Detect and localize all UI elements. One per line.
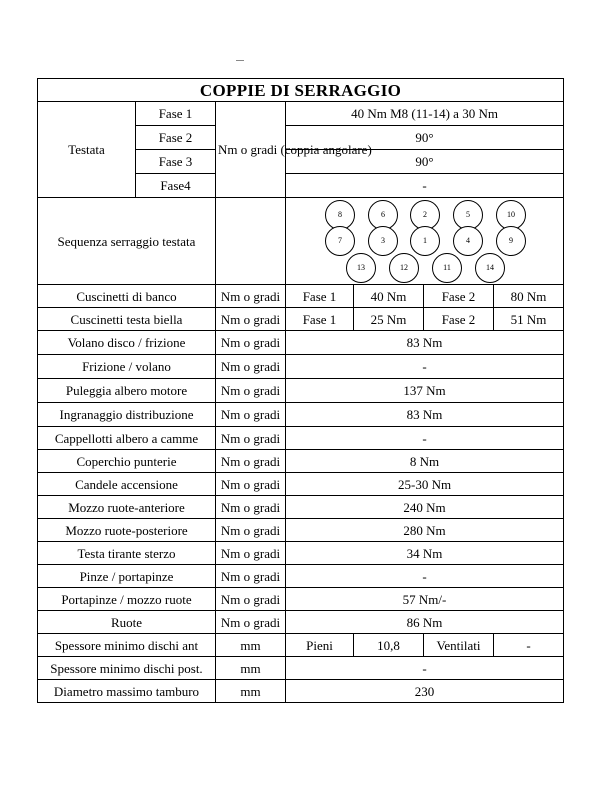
row-unit: mm <box>216 634 286 657</box>
row-label: Cappellotti albero a camme <box>38 427 216 450</box>
bolt-circle: 8 <box>325 200 355 230</box>
row-label: Coperchio punterie <box>38 450 216 473</box>
row-label: Spessore minimo dischi post. <box>38 657 216 680</box>
bolt-circle: 13 <box>346 253 376 283</box>
row-label: Volano disco / frizione <box>38 331 216 355</box>
bolt-sequence-diagram <box>286 198 564 285</box>
testata-phase-3: Fase 3 <box>136 150 216 174</box>
row-unit: Nm o gradi <box>216 285 286 308</box>
page-mark <box>236 60 244 61</box>
row-label: Frizione / volano <box>38 355 216 379</box>
bolt-circle: 1 <box>410 226 440 256</box>
row-unit: Nm o gradi <box>216 565 286 588</box>
bolt-circle: 14 <box>475 253 505 283</box>
row-label: Cuscinetti testa biella <box>38 308 216 331</box>
disc-type-solid: Pieni <box>286 634 354 657</box>
testata-phase-2: Fase 2 <box>136 126 216 150</box>
bolt-circle: 4 <box>453 226 483 256</box>
testata-phase-4: Fase4 <box>136 174 216 198</box>
bolt-circle: 2 <box>410 200 440 230</box>
testata-phase-1: Fase 1 <box>136 102 216 126</box>
row-unit: mm <box>216 657 286 680</box>
bolt-circle: 6 <box>368 200 398 230</box>
row-label: Diametro massimo tamburo <box>38 680 216 703</box>
bearing-phase-2: Fase 2 <box>424 308 494 331</box>
row-unit: Nm o gradi <box>216 519 286 542</box>
row-value: - <box>286 427 564 450</box>
row-unit: Nm o gradi <box>216 588 286 611</box>
testata-label: Testata <box>38 102 136 198</box>
disc-type-vented: Ventilati <box>424 634 494 657</box>
row-label: Spessore minimo dischi ant <box>38 634 216 657</box>
sequence-label: Sequenza serraggio testata <box>38 198 216 285</box>
row-label: Cuscinetti di banco <box>38 285 216 308</box>
row-value: 137 Nm <box>286 379 564 403</box>
disc-value-vented: - <box>494 634 564 657</box>
bolt-circle: 10 <box>496 200 526 230</box>
row-unit: mm <box>216 680 286 703</box>
row-label: Ingranaggio distribuzione <box>38 403 216 427</box>
row-value: - <box>286 355 564 379</box>
bearing-phase-1: Fase 1 <box>286 308 354 331</box>
row-value: 34 Nm <box>286 542 564 565</box>
bolt-circle: 11 <box>432 253 462 283</box>
row-value: 8 Nm <box>286 450 564 473</box>
testata-unit: Nm o gradi (coppia angolare) <box>216 102 286 198</box>
testata-value-1: 40 Nm M8 (11-14) a 30 Nm <box>286 102 564 126</box>
row-label: Mozzo ruote-posteriore <box>38 519 216 542</box>
row-unit: Nm o gradi <box>216 427 286 450</box>
row-label: Mozzo ruote-anteriore <box>38 496 216 519</box>
row-value: - <box>286 657 564 680</box>
row-unit: Nm o gradi <box>216 355 286 379</box>
row-label: Pinze / portapinze <box>38 565 216 588</box>
row-label: Ruote <box>38 611 216 634</box>
row-unit: Nm o gradi <box>216 403 286 427</box>
row-value: 240 Nm <box>286 496 564 519</box>
bolt-circle: 3 <box>368 226 398 256</box>
row-unit: Nm o gradi <box>216 379 286 403</box>
bolt-circle: 7 <box>325 226 355 256</box>
row-unit: Nm o gradi <box>216 542 286 565</box>
bearing-value-1: 40 Nm <box>354 285 424 308</box>
testata-value-2: 90° <box>286 126 564 150</box>
bearing-phase-2: Fase 2 <box>424 285 494 308</box>
bolt-circle: 12 <box>389 253 419 283</box>
bolt-circle: 9 <box>496 226 526 256</box>
row-value: 280 Nm <box>286 519 564 542</box>
row-value: 25-30 Nm <box>286 473 564 496</box>
bolt-circle: 5 <box>453 200 483 230</box>
bearing-value-2: 80 Nm <box>494 285 564 308</box>
row-label: Portapinze / mozzo ruote <box>38 588 216 611</box>
row-value: 86 Nm <box>286 611 564 634</box>
row-value: 57 Nm/- <box>286 588 564 611</box>
row-value: - <box>286 565 564 588</box>
bearing-value-2: 51 Nm <box>494 308 564 331</box>
row-unit: Nm o gradi <box>216 611 286 634</box>
row-value: 83 Nm <box>286 403 564 427</box>
row-label: Candele accensione <box>38 473 216 496</box>
testata-value-4: - <box>286 174 564 198</box>
row-value: 83 Nm <box>286 331 564 355</box>
row-unit: Nm o gradi <box>216 450 286 473</box>
row-unit: Nm o gradi <box>216 308 286 331</box>
row-value: 230 <box>286 680 564 703</box>
torque-table <box>37 78 564 703</box>
bearing-phase-1: Fase 1 <box>286 285 354 308</box>
row-unit: Nm o gradi <box>216 331 286 355</box>
table-title: COPPIE DI SERRAGGIO <box>38 79 564 102</box>
row-unit: Nm o gradi <box>216 496 286 519</box>
bearing-value-1: 25 Nm <box>354 308 424 331</box>
disc-value-solid: 10,8 <box>354 634 424 657</box>
row-label: Testa tirante sterzo <box>38 542 216 565</box>
testata-value-3: 90° <box>286 150 564 174</box>
row-unit: Nm o gradi <box>216 473 286 496</box>
row-label: Puleggia albero motore <box>38 379 216 403</box>
sequence-unit-empty <box>216 198 286 285</box>
